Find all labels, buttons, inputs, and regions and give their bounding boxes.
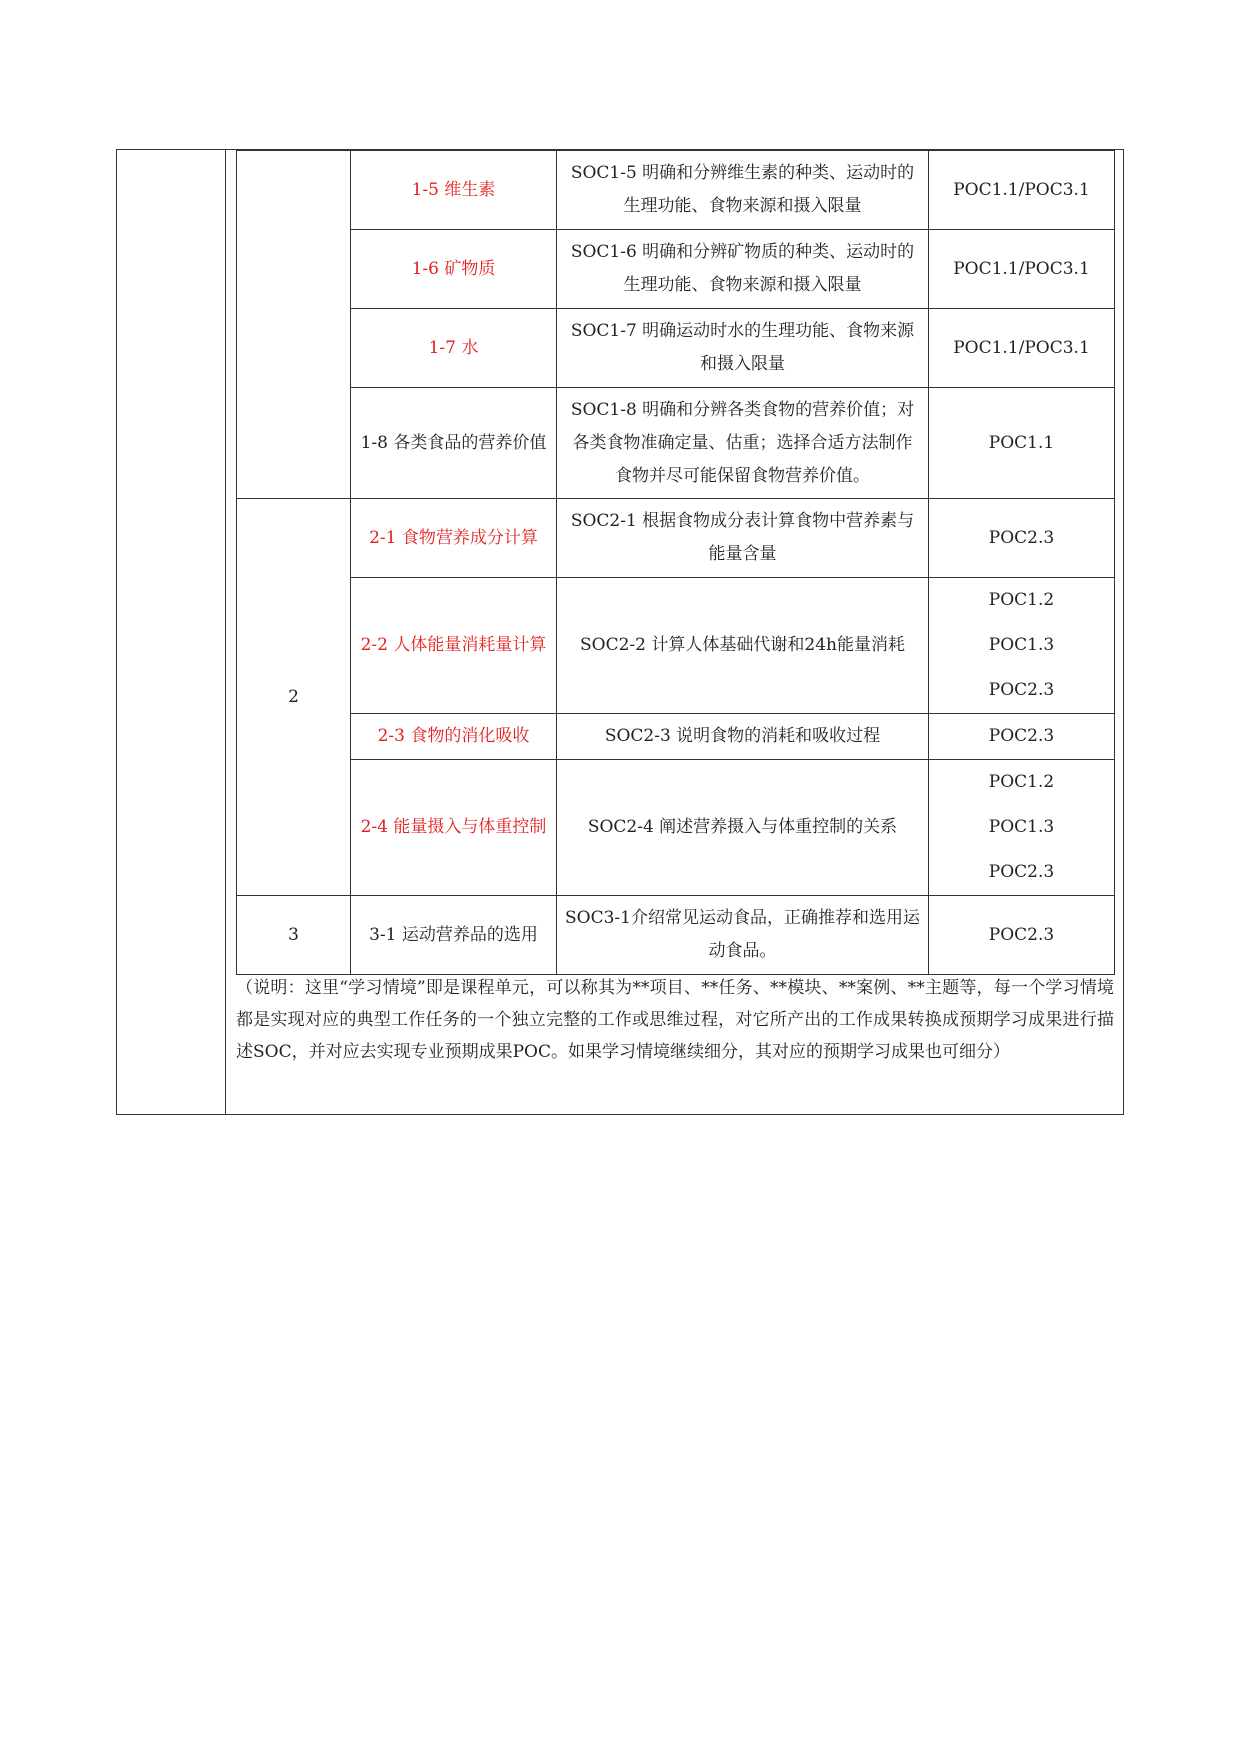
poc-cell [929,309,1115,388]
poc-cell [929,388,1115,499]
task-cell: 1-8 各类食品的营养价值 [351,388,557,499]
unit-cell [237,151,351,499]
unit-cell: 2 [237,499,351,896]
soc-cell: SOC2-2 计算人体基础代谢和24h能量消耗 [557,578,929,714]
poc-item: POC2.3 [988,726,1055,746]
soc-cell: SOC2-1 根据食物成分表计算食物中营养素与能量含量 [557,499,929,578]
soc-cell: SOC1-6 明确和分辨矿物质的种类、运动时的生理功能、食物来源和摄入限量 [557,230,929,309]
table-row [237,388,1115,499]
task-cell: 2-1 食物营养成分计算 [351,499,557,578]
table-row [237,896,1115,975]
table-row [237,499,1115,578]
task-cell: 1-7 水 [351,309,557,388]
soc-cell: SOC2-4 阐述营养摄入与体重控制的关系 [557,760,929,896]
poc-cell [929,578,1115,714]
poc-item: POC1.2 [988,590,1055,610]
poc-item: POC2.3 [988,862,1055,882]
table-row [237,714,1115,760]
soc-cell: SOC1-8 明确和分辨各类食物的营养价值；对各类食物准确定量、估重；选择合适方法制作食物并尽可能保留食物营养价值。 [557,388,929,499]
poc-cell [929,714,1115,760]
poc-cell [929,896,1115,975]
poc-item: POC2.3 [988,680,1055,700]
explanation-note: （说明：这里“学习情境”即是课程单元，可以称其为**项目、**任务、**模块、**案例、**主题等，每一个学习情境都是实现对应的典型工作任务的一个独立完整的工作或思维过程，对它所产出的工作成果转换成预期学习成果进行描述SOC，并对应去实现专业预期成果POC。如果学习情境继续细分，其对应的预期学习成果也可细分） [236,978,1114,1062]
table-row [237,230,1115,309]
poc-item: POC1.1 [988,432,1055,453]
poc-item: POC1.3 [988,635,1055,655]
task-cell: 2-4 能量摄入与体重控制 [351,760,557,896]
unit-cell: 3 [237,896,351,975]
poc-cell [929,151,1115,230]
table-row [237,151,1115,230]
poc-cell [929,230,1115,309]
poc-item: POC1.1/POC3.1 [953,258,1090,279]
poc-item: POC2.3 [988,527,1055,548]
table-row [237,578,1115,714]
soc-cell: SOC1-7 明确运动时水的生理功能、食物来源和摄入限量 [557,309,929,388]
poc-item: POC2.3 [988,924,1055,945]
poc-item: POC1.1/POC3.1 [953,337,1090,358]
soc-cell: SOC2-3 说明食物的消耗和吸收过程 [557,714,929,760]
task-cell: 2-2 人体能量消耗量计算 [351,578,557,714]
outcome-table [236,150,1115,975]
poc-item: POC1.1/POC3.1 [953,179,1090,200]
soc-cell: SOC1-5 明确和分辨维生素的种类、运动时的生理功能、食物来源和摄入限量 [557,151,929,230]
task-cell: 2-3 食物的消化吸收 [351,714,557,760]
task-cell: 1-5 维生素 [351,151,557,230]
poc-item: POC1.3 [988,817,1055,837]
poc-cell [929,760,1115,896]
task-cell: 1-6 矿物质 [351,230,557,309]
poc-cell [929,499,1115,578]
table-row [237,760,1115,896]
soc-cell: SOC3-1介绍常见运动食品，正确推荐和选用运动食品。 [557,896,929,975]
task-cell: 3-1 运动营养品的选用 [351,896,557,975]
poc-item: POC1.2 [988,772,1055,792]
outer-column-divider [225,150,226,1114]
table-row [237,309,1115,388]
